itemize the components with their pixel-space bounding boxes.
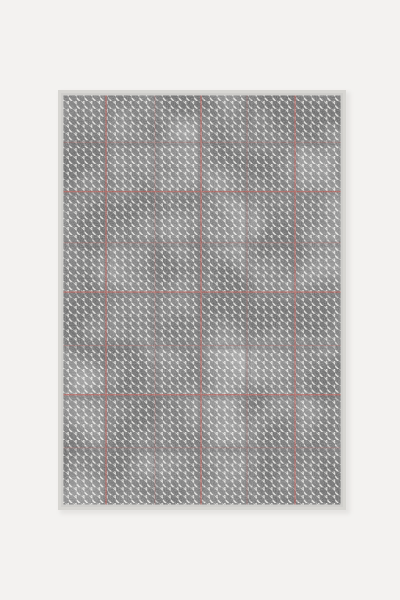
rug-pattern: [61, 93, 343, 507]
rug-image: [58, 90, 346, 510]
